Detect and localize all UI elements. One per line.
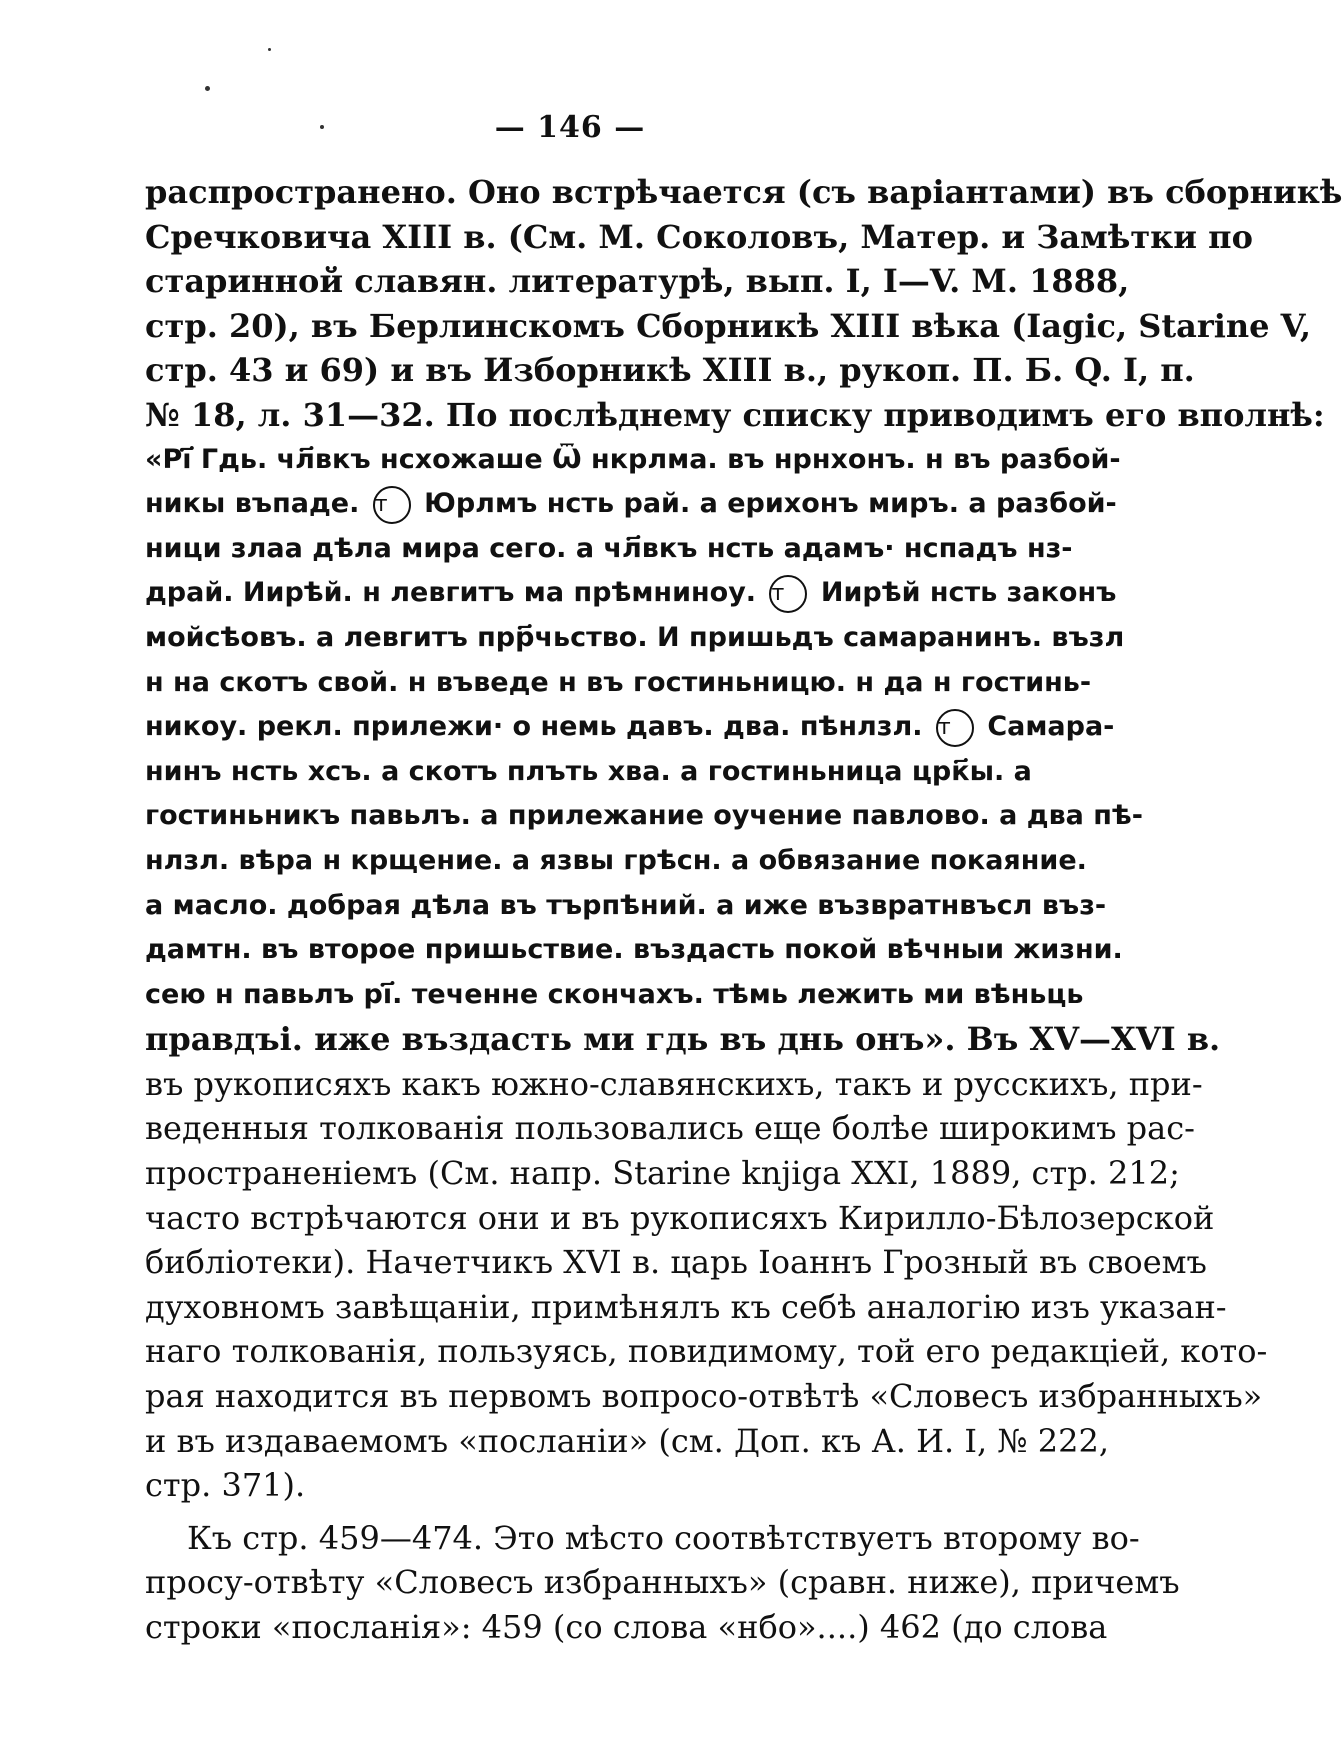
slavonic-text: драй. Иирѣй. н левгитъ ма прѣмниноу. (145, 577, 757, 609)
slavonic-line: ници злаа дѣла мира сего. а чл҃вкъ нсть адамъ· нспадъ нз- (145, 532, 1073, 564)
circled-t-marker: т (936, 709, 974, 747)
slavonic-line: нлзл. вѣра н крщение. а язвы грѣсн. а обвязание покаяние. (145, 844, 1087, 876)
slavonic-line: «Рі҃ Гдь. чл҃вкъ нсхожаше Ѿ нкрлма. въ нрнхонъ. н въ разбой- (145, 443, 1121, 475)
text-line: правдъі. иже въздасть ми гдь въ днь онъ». Въ XV—XVI в. (145, 1020, 1221, 1059)
slavonic-text: Юрлмъ нсть рай. а ерихонъ миръ. а разбой- (424, 488, 1117, 520)
slavonic-line: а масло. добрая дѣла въ търпѣний. а иже възвратнвъсл въз- (145, 889, 1107, 921)
slavonic-line: гостиньникъ павьлъ. а прилежание оучение павлово. а два пѣ- (145, 800, 1143, 832)
slavonic-text: никы въпаде. (145, 488, 360, 520)
text-line: въ рукописяхъ какъ южно-славянскихъ, такъ и русскихъ, при- (145, 1064, 1203, 1103)
text-line: наго толкованія, пользуясь, повидимому, той его редакціей, кото- (145, 1332, 1268, 1371)
text-line: рая находится въ первомъ вопросо-отвѣтѣ «Словесъ избранныхъ» (145, 1377, 1263, 1416)
slavonic-line: сею н павьлъ рі҃. теченне скончахъ. тѣмь лежить ми вѣньць (145, 978, 1084, 1010)
text-line: пространеніемъ (См. напр. Starine knjiga XXI, 1889, стр. 212; (145, 1154, 1180, 1193)
text-line: просу-отвѣту «Словесъ избранныхъ» (сравн. ниже), причемъ (145, 1563, 1180, 1602)
text-line: строки «посланія»: 459 (со слова «нбо»....) 462 (до слова (145, 1608, 1108, 1646)
text-line: и въ издаваемомъ «посланіи» (см. Доп. къ А. И. I, № 222, (145, 1421, 1109, 1460)
print-speck (320, 125, 324, 129)
text-line: Сречковича XIII в. (См. М. Соколовъ, Матер. и Замѣтки по (145, 217, 1253, 256)
slavonic-line (145, 482, 1117, 527)
text-line: часто встрѣчаются они и въ рукописяхъ Кирилло-Бѣлозерской (145, 1198, 1215, 1237)
paragraph-gap (145, 1508, 1015, 1516)
text-line: духовномъ завѣщаніи, примѣнялъ къ себѣ аналогію изъ указан- (145, 1287, 1227, 1326)
text-line: библіотеки). Начетчикъ XVI в. царь Іоаннъ Грозный въ своемъ (145, 1243, 1207, 1282)
text-line: веденныя толкованія пользовались еще болѣе широкимъ рас- (145, 1109, 1195, 1148)
text-line: стр. 20), въ Берлинскомъ Сборникѣ XIII вѣка (Iagic, Starine V, (145, 306, 1312, 345)
text-line: стр. 43 и 69) и въ Изборникѣ XIII в., рукоп. П. Б. Q. I, п. (145, 351, 1195, 390)
text-line: старинной славян. литературѣ, вып. I, I—V. М. 1888, (145, 262, 1130, 301)
slavonic-line: нинъ нсть хсъ. а скотъ плъть хва. а гостиньница црк҃ы. а (145, 755, 1032, 787)
text-line: Къ стр. 459—474. Это мѣсто соотвѣтствуетъ второму во- (187, 1518, 1140, 1557)
circled-t-marker: т (373, 486, 411, 524)
page-number: — 146 — (494, 110, 646, 145)
circled-t-marker: т (769, 575, 807, 613)
slavonic-line: н на скотъ свой. н въведе н въ гостиньницю. н да н гостинь- (145, 666, 1092, 698)
slavonic-text: Иирѣй нсть законъ (820, 577, 1117, 609)
slavonic-text: Самара- (987, 711, 1115, 743)
slavonic-text: никоу. рекл. прилежи· о немь давъ. два. пѣнлзл. (145, 711, 923, 743)
body-text (145, 170, 1342, 1650)
print-speck (205, 86, 210, 91)
slavonic-line (145, 571, 1117, 616)
text-line: распространено. Оно встрѣчается (съ варіантами) въ сборникѣ (145, 173, 1342, 211)
print-speck (268, 48, 271, 51)
slavonic-line: дамтн. въ второе пришьствие. въздасть покой вѣчныи жизни. (145, 934, 1123, 966)
slavonic-line: мойсѣовъ. а левгитъ прр҃чьство. И пришьдъ самаранинъ. възл (145, 621, 1125, 653)
slavonic-line (145, 705, 1115, 750)
text-line: стр. 371). (145, 1466, 306, 1505)
text-line: № 18, л. 31—32. По послѣднему списку приводимъ его вполнѣ: (145, 395, 1325, 434)
